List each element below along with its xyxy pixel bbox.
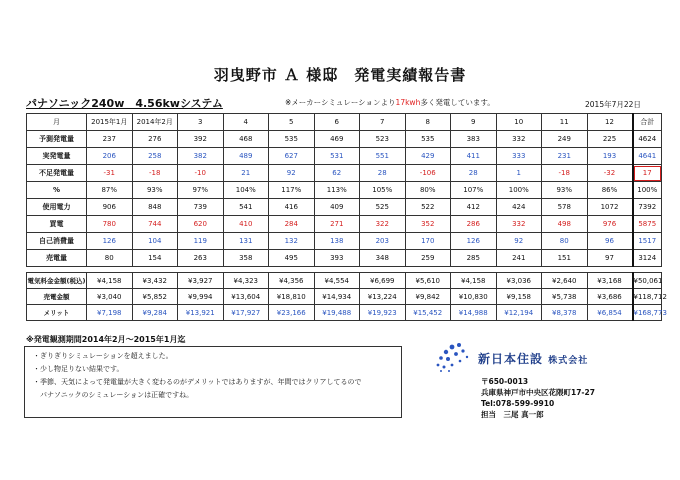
table-cell: ¥6,854 [587,305,633,321]
table-cell: 237 [87,131,133,148]
table-cell: ¥7,198 [87,305,133,321]
table-cell: 531 [314,148,360,165]
table-cell: ¥17,927 [223,305,269,321]
month-header: 9 [451,114,497,131]
row-label: 売電金額 [27,289,87,305]
row-label: 不足発電量 [27,165,87,182]
postal-code: 〒650-0013 [481,377,529,386]
table-cell: ¥23,166 [269,305,315,321]
table-cell: ¥12,194 [496,305,542,321]
table-cell: 132 [269,233,315,250]
table-row [27,131,662,148]
total-cell: 7392 [633,199,662,216]
table-cell: ¥15,452 [405,305,451,321]
table-cell: 258 [132,148,178,165]
month-header: 2014年2月 [132,114,178,131]
contact-person: 担当 三尾 真一郎 [481,410,544,419]
company-logo-icon [432,340,474,374]
table-row [27,148,662,165]
table-row [27,165,662,182]
table-cell: 249 [542,131,588,148]
table-cell: ¥2,640 [542,273,588,289]
total-cell: ¥50,061 [633,273,662,289]
row-label: 電気料金金額(税込) [27,273,87,289]
telephone: Tel:078-599-9910 [481,399,555,408]
total-cell: 5875 [633,216,662,233]
month-header: 3 [178,114,224,131]
table-cell: 322 [360,216,406,233]
address: 兵庫県神戸市中央区花隈町17-27 [481,388,595,397]
table-cell: ¥14,988 [451,305,497,321]
total-cell: 3124 [633,250,662,267]
table-cell: 1 [496,165,542,182]
table-row [27,182,662,199]
table-cell: 284 [269,216,315,233]
table-cell: ¥8,378 [542,305,588,321]
company-suffix: 株式会社 [548,356,589,366]
table-cell: 104% [223,182,269,199]
table-cell: 138 [314,233,360,250]
table-cell: 276 [132,131,178,148]
table-cell: 744 [132,216,178,233]
table-cell: 848 [132,199,178,216]
table-cell: 551 [360,148,406,165]
table-cell: 392 [178,131,224,148]
table-cell: 498 [542,216,588,233]
table-cell: 627 [269,148,315,165]
month-header: 7 [360,114,406,131]
table-cell: 259 [405,250,451,267]
month-header: 11 [542,114,588,131]
table-cell: ¥13,224 [360,289,406,305]
table-cell: 468 [223,131,269,148]
month-header: 10 [496,114,542,131]
money-row [27,305,662,321]
table-cell: ¥10,830 [451,289,497,305]
table-cell: 105% [360,182,406,199]
table-cell: 1072 [587,199,633,216]
total-header: 合計 [633,114,662,131]
table-cell: 352 [405,216,451,233]
table-cell: 28 [451,165,497,182]
table-cell: 126 [87,233,133,250]
row-label: % [27,182,87,199]
table-cell: 203 [360,233,406,250]
table-cell: 93% [542,182,588,199]
table-cell: ¥19,488 [314,305,360,321]
table-row [27,233,662,250]
table-cell: 541 [223,199,269,216]
total-cell: ¥118,712 [633,289,662,305]
table-cell: ¥9,158 [496,289,542,305]
table-cell: 107% [451,182,497,199]
header-corner: 月 [27,114,87,131]
table-cell: ¥3,036 [496,273,542,289]
table-cell: 495 [269,250,315,267]
row-label: 買電 [27,216,87,233]
company-name-main: 新日本住設 [478,352,544,366]
table-cell: ¥3,927 [178,273,224,289]
table-cell: -18 [132,165,178,182]
note-post: 多く発電しています。 [420,98,495,107]
row-label: 使用電力 [27,199,87,216]
table-cell: ¥4,554 [314,273,360,289]
table-cell: 976 [587,216,633,233]
table-cell: ¥13,921 [178,305,224,321]
month-header: 4 [223,114,269,131]
table-cell: 410 [223,216,269,233]
table-cell: 92 [269,165,315,182]
table-cell: 87% [87,182,133,199]
month-header: 12 [587,114,633,131]
total-cell: 100% [633,182,662,199]
table-cell: 231 [542,148,588,165]
table-cell: 333 [496,148,542,165]
table-cell: ¥9,284 [132,305,178,321]
report-date: 2015年7月22日 [585,100,641,109]
table-cell: 286 [451,216,497,233]
table-cell: 412 [451,199,497,216]
month-header: 6 [314,114,360,131]
table-cell: 206 [87,148,133,165]
table-cell: 409 [314,199,360,216]
comment-line: ・少し物足りない結果です。 [33,365,124,373]
table-cell: -31 [87,165,133,182]
report-title: 羽曳野市 Ａ 様邸 発電実績報告書 [213,66,467,84]
table-cell: 780 [87,216,133,233]
table-cell: 416 [269,199,315,216]
system-name: パナソニック240w 4.56kwシステム [26,97,223,110]
table-cell: 424 [496,199,542,216]
table-cell: ¥6,699 [360,273,406,289]
table-cell: 739 [178,199,224,216]
observation-period: ※発電観測期間2014年2月～2015年1月迄 [26,335,186,344]
table-cell: 383 [451,131,497,148]
total-cell: 17 [633,165,662,182]
comment-box [24,346,402,418]
table-cell: 241 [496,250,542,267]
money-row [27,273,662,289]
table-cell: 285 [451,250,497,267]
total-cell: ¥168,773 [633,305,662,321]
money-table [26,272,667,321]
table-cell: 80 [87,250,133,267]
table-cell: 86% [587,182,633,199]
table-cell: 523 [360,131,406,148]
table-cell: 429 [405,148,451,165]
table-cell: ¥14,934 [314,289,360,305]
total-cell: 4624 [633,131,662,148]
table-cell: ¥5,852 [132,289,178,305]
table-cell: 62 [314,165,360,182]
total-cell: 1517 [633,233,662,250]
table-cell: ¥9,842 [405,289,451,305]
table-cell: 100% [496,182,542,199]
table-cell: 535 [269,131,315,148]
table-cell: -106 [405,165,451,182]
table-cell: 578 [542,199,588,216]
table-cell: 348 [360,250,406,267]
table-cell: 131 [223,233,269,250]
table-cell: 271 [314,216,360,233]
table-cell: ¥3,168 [587,273,633,289]
table-cell: 332 [496,131,542,148]
total-cell: 4641 [633,148,662,165]
table-cell: -32 [587,165,633,182]
month-header: 8 [405,114,451,131]
table-cell: 151 [542,250,588,267]
company-name [478,350,588,367]
table-cell: 80% [405,182,451,199]
table-cell: ¥3,686 [587,289,633,305]
table-cell: ¥4,158 [451,273,497,289]
table-cell: 393 [314,250,360,267]
table-cell: 96 [587,233,633,250]
table-cell: 93% [132,182,178,199]
table-cell: ¥4,356 [269,273,315,289]
table-cell: ¥19,923 [360,305,406,321]
row-label: 自己消費量 [27,233,87,250]
table-cell: 170 [405,233,451,250]
table-cell: 620 [178,216,224,233]
table-cell: 92 [496,233,542,250]
table-cell: ¥5,738 [542,289,588,305]
table-row [27,250,662,267]
table-cell: 154 [132,250,178,267]
table-cell: 906 [87,199,133,216]
row-label: メリット [27,305,87,321]
table-cell: ¥13,604 [223,289,269,305]
comment-line: パナソニックのシミュレーションは正確ですね。 [33,391,194,399]
table-row [27,199,662,216]
table-cell: 126 [451,233,497,250]
comment-line: ・ぎりぎりシミュレーションを超えました。 [33,352,173,360]
month-header: 5 [269,114,315,131]
money-row [27,289,662,305]
table-cell: 522 [405,199,451,216]
table-cell: 113% [314,182,360,199]
company-address-block [481,376,595,420]
table-cell: 119 [178,233,224,250]
table-cell: 193 [587,148,633,165]
table-row [27,216,662,233]
note-highlight: 17kwh [395,98,421,107]
table-cell: ¥5,610 [405,273,451,289]
table-cell: 535 [405,131,451,148]
row-label: 実発電量 [27,148,87,165]
simulation-note [285,97,495,108]
table-cell: ¥9,994 [178,289,224,305]
table-cell: ¥3,040 [87,289,133,305]
table-cell: 97% [178,182,224,199]
table-cell: -18 [542,165,588,182]
table-cell: 525 [360,199,406,216]
table-cell: 489 [223,148,269,165]
table-cell: 21 [223,165,269,182]
row-label: 売電量 [27,250,87,267]
generation-table [26,113,662,267]
table-cell: ¥3,432 [132,273,178,289]
row-label: 予測発電量 [27,131,87,148]
table-cell: 332 [496,216,542,233]
table-cell: ¥4,158 [87,273,133,289]
table-cell: 469 [314,131,360,148]
table-cell: 97 [587,250,633,267]
table-cell: 411 [451,148,497,165]
table-cell: ¥18,810 [269,289,315,305]
table-cell: 263 [178,250,224,267]
table-cell: 225 [587,131,633,148]
table-cell: ¥4,323 [223,273,269,289]
table-cell: 117% [269,182,315,199]
table-cell: 80 [542,233,588,250]
comment-line: ・季節、天気によって発電量が大きく変わるのがデメリットではありますが、年間ではクリアしてるので [33,378,362,386]
table-cell: 358 [223,250,269,267]
table-cell: 28 [360,165,406,182]
table-cell: 104 [132,233,178,250]
table-header-row [27,114,662,131]
note-pre: ※メーカーシミュレーションより [285,98,396,107]
month-header: 2015年1月 [87,114,133,131]
table-cell: 382 [178,148,224,165]
table-cell: -10 [178,165,224,182]
